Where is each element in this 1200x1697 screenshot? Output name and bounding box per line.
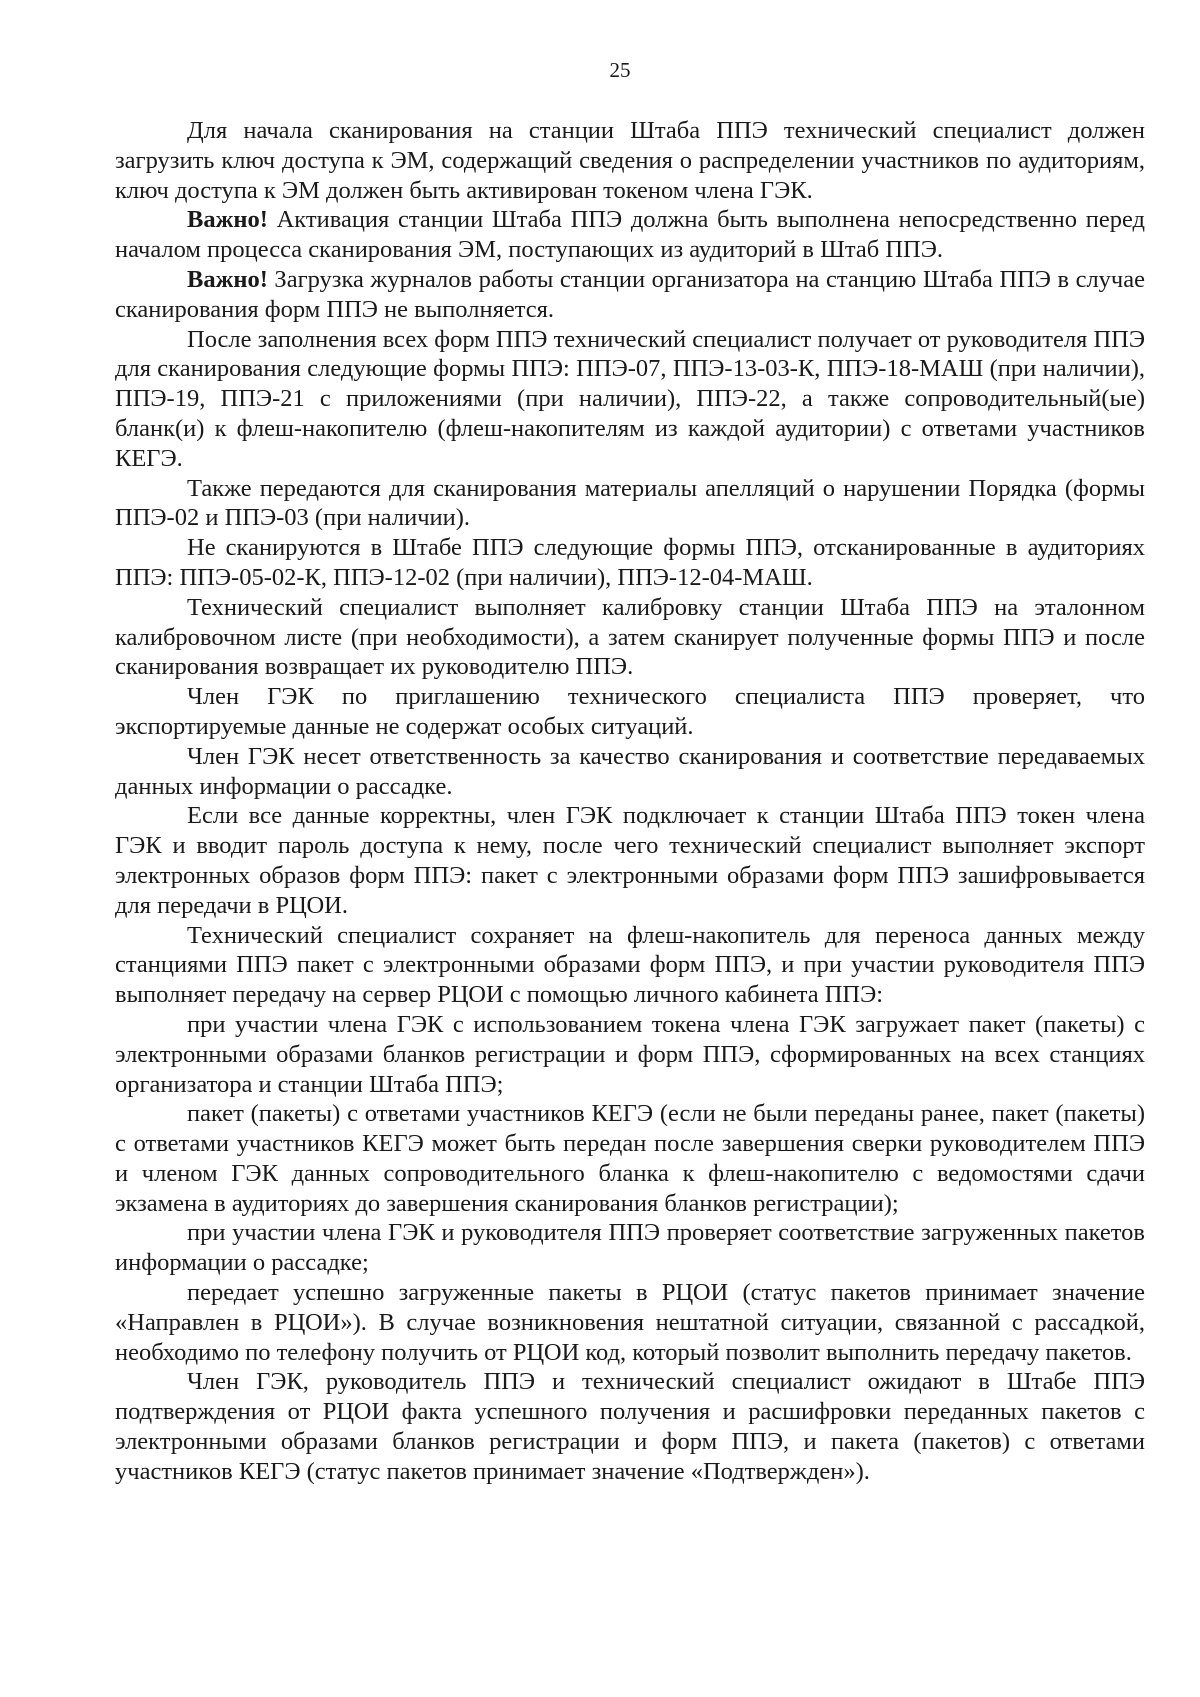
paragraph-text: Загрузка журналов работы станции организатора на станцию Штаба ППЭ в случае сканирования форм ППЭ не выполняется. [115,265,1145,323]
paragraph [115,474,1145,534]
paragraph [115,1367,1145,1486]
paragraph [115,116,1145,205]
paragraph [115,742,1145,802]
paragraph [115,682,1145,742]
paragraph [115,801,1145,920]
paragraph-text: Также передаются для сканирования материалы апелляций о нарушении Порядка (формы ППЭ-02 и ППЭ-03 (при наличии). [115,474,1145,532]
paragraph-text: После заполнения всех форм ППЭ технический специалист получает от руководителя ППЭ для сканирования следующие формы ППЭ: ППЭ-07, ППЭ-13-03-К, ППЭ-18-МАШ (при наличии), ППЭ-19, ППЭ-21 с приложениями (при наличии), ППЭ-22, а также сопроводительный(ые) бланк(и) к флеш-накопителю (флеш-накопителям из каждой аудитории) с ответами участников КЕГЭ. [115,325,1146,472]
paragraph-text: передает успешно загруженные пакеты в РЦОИ (статус пакетов принимает значение «Направлен в РЦОИ»). В случае возникновения нештатной ситуации, связанной с рассадкой, необходимо по телефону получить от РЦОИ код, который позволит выполнить передачу пакетов. [115,1279,1145,1366]
important-label: Важно! [187,206,268,234]
paragraph [115,205,1145,265]
paragraph-text: Член ГЭК несет ответственность за качество сканирования и соответствие передаваемых данных информации о рассадке. [115,742,1145,800]
paragraph [115,265,1145,325]
paragraph [115,325,1145,474]
important-label: Важно! [187,265,268,293]
paragraph-text: Для начала сканирования на станции Штаба ППЭ технический специалист должен загрузить ключ доступа к ЭМ, содержащий сведения о распределении участников по аудиториям, ключ доступа к ЭМ должен быть активирован токеном члена ГЭК. [115,117,1145,204]
paragraph-text: Технический специалист сохраняет на флеш-накопитель для переноса данных между станциями ППЭ пакет с электронными образами форм ППЭ, и при участии руководителя ППЭ выполняет передачу на сервер РЦОИ с помощью личного кабинета ППЭ: [115,921,1145,1009]
paragraph-text: Если все данные корректны, член ГЭК подключает к станции Штаба ППЭ токен члена ГЭК и вводит пароль доступа к нему, после чего технический специалист выполняет экспорт электронных образов форм ППЭ: пакет с электронными образами форм ППЭ зашифровывается для передачи в РЦОИ. [115,802,1145,919]
paragraph [115,593,1145,682]
paragraph [115,533,1145,593]
paragraph-text: при участии члена ГЭК и руководителя ППЭ проверяет соответствие загруженных пакетов информации о рассадке; [115,1219,1145,1277]
document-body [115,116,1145,1487]
page-number: 25 [609,58,631,82]
paragraph [115,921,1145,1010]
paragraph-text: при участии члена ГЭК с использованием токена члена ГЭК загружает пакет (пакеты) с электронными образами бланков регистрации и форм ППЭ, сформированных на всех станциях организатора и станции Штаба ППЭ; [115,1010,1145,1098]
paragraph-text: Активация станции Штаба ППЭ должна быть выполнена непосредственно перед началом процесса сканирования ЭМ, поступающих из аудиторий в Штаб ППЭ. [115,206,1145,264]
list-item [115,1278,1145,1367]
paragraph-text: пакет (пакеты) с ответами участников КЕГЭ (если не были переданы ранее, пакет (пакеты) с ответами участников КЕГЭ может быть передан после завершения сверки руководителем ППЭ и членом ГЭК данных сопроводительного бланка к флеш-накопителю с ведомостями сдачи экзамена в аудиториях до завершения сканирования бланков регистрации); [115,1100,1145,1217]
paragraph-text: Член ГЭК по приглашению технического специалиста ППЭ проверяет, что экспортируемые данные не содержат особых ситуаций. [115,683,1145,740]
paragraph-text: Не сканируются в Штабе ППЭ следующие формы ППЭ, отсканированные в аудиториях ППЭ: ППЭ-05-02-К, ППЭ-12-02 (при наличии), ППЭ-12-04-МАШ. [115,534,1145,591]
list-item [115,1010,1145,1099]
paragraph-text: Член ГЭК, руководитель ППЭ и технический специалист ожидают в Штабе ППЭ подтверждения от РЦОИ факта успешного получения и расшифровки переданных пакетов с электронными образами бланков регистрации и форм ППЭ, и пакета (пакетов) с ответами участников КЕГЭ (статус пакетов принимает значение «Подтвержден»). [115,1368,1145,1485]
paragraph-text: Технический специалист выполняет калибровку станции Штаба ППЭ на эталонном калибровочном листе (при необходимости), а затем сканирует полученные формы ППЭ и после сканирования возвращает их руководителю ППЭ. [115,593,1145,681]
list-item [115,1099,1145,1218]
list-item [115,1218,1145,1278]
